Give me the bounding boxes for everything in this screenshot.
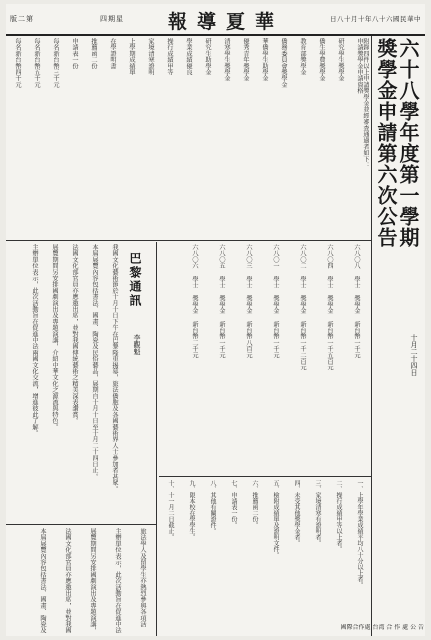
- notice-column: 每名新台幣四千元: [14, 38, 21, 88]
- divider-bottom: [156, 242, 157, 636]
- headline-line-1: 六十八學年度第一學期: [396, 38, 420, 248]
- article-paragraph: 旅法學人及留學生亦熱烈參與各項活: [139, 528, 146, 628]
- notice-column: 華僑學生助學金: [261, 38, 268, 82]
- requirement-item: 九、限本校在學學生。: [188, 480, 195, 540]
- table-row: 六八〇六 學士 獎學金 新台幣二千元: [191, 244, 198, 358]
- notice-column: 申請獎學金申請資格: [356, 38, 363, 94]
- notice-column: 學業成績優良: [185, 38, 192, 76]
- notice-column: 清寒學生獎學金: [223, 38, 230, 82]
- article-paragraph: 展覽期間另安排國劇演出及專題演講，介紹中華文化之源流與特色。: [51, 244, 58, 430]
- table-row: 六八〇二 學士 獎學金 新台幣一千二百元: [299, 244, 306, 371]
- article-paragraph: 本屆展覽內容包括書法、國畫、陶瓷及民俗藝品，展期自十月十日至十月二十四日止。: [91, 244, 98, 480]
- notice-column: 優秀青年獎學金: [242, 38, 249, 82]
- right-notice-strip: 十月二十四日: [410, 334, 418, 376]
- issue-date: 日八十月十年八十六國民華中: [330, 15, 421, 23]
- table-row: 六八〇三 學士 獎學金 新台幣八百元: [245, 244, 252, 358]
- notice-column: 僑務委員會獎學金: [280, 38, 287, 88]
- paris-article: [8, 244, 124, 522]
- notice-column: 家境清寒證明: [147, 38, 154, 76]
- requirement-item: 五、檢附成績單及證明文件。: [272, 480, 279, 558]
- divider-upper: [6, 240, 371, 241]
- article-paragraph: 本屆展覽內容包括書法、國畫、陶瓷及: [39, 528, 46, 634]
- article-paragraph: 法國文化部官員亦應邀出席，並對我國傳統藝術之精美深表讚賞。: [71, 244, 78, 424]
- requirement-item: 二、操行成績甲等以上者。: [335, 480, 342, 552]
- notice-column: 上學期成績單: [128, 38, 135, 76]
- requirement-item: 六、推薦函二份。: [251, 480, 258, 528]
- divider-table: [159, 476, 371, 477]
- paris-article-continued: [8, 528, 154, 634]
- notice-column: 在學證明書: [109, 38, 116, 69]
- table-row: 六八〇五 學士 獎學金 新台幣一千元: [218, 244, 225, 358]
- requirements-list: [159, 480, 369, 620]
- notice-column: 僑生學費獎學金: [318, 38, 325, 82]
- newspaper-page: [6, 4, 425, 636]
- article-paragraph: 展覽期間另安排國劇演出及專題演講，: [89, 528, 96, 634]
- notice-column: 研究生助學金: [204, 38, 211, 76]
- page-label: 版二第: [10, 15, 34, 23]
- masthead: [6, 4, 425, 36]
- article-paragraph: 我國文化藝術節於十月十日下午在巴黎隆重揭幕，旅法僑胞及各國藝術界人士參加者甚眾。: [111, 244, 118, 492]
- requirement-item: 四、未受其他獎學金者。: [293, 480, 300, 546]
- divider-headline: [371, 36, 372, 636]
- requirement-item: 一、上學年學業成績平均八十分以上者。: [356, 480, 363, 588]
- notice-column: 每名新台幣五千元: [33, 38, 40, 88]
- notice-footer: 國際合作處 台湾 合 作 處 公 告: [340, 624, 424, 631]
- box-title: 巴黎通訊: [128, 252, 142, 308]
- table-row: 六八〇一 學士 獎學金 新台幣一千元: [272, 244, 279, 358]
- box-author: 李觀魁: [133, 334, 141, 355]
- notice-column: 每名新台幣三千元: [52, 38, 59, 88]
- notice-column: 操行成績甲等: [166, 38, 173, 76]
- upper-notice-columns: [8, 38, 368, 238]
- notice-column: 推薦函二份: [90, 38, 97, 69]
- notice-headline: [375, 38, 419, 328]
- table-row: 六八〇八 學士 獎學金 新台幣一千元: [353, 244, 360, 358]
- issue-weekday: 四期星: [100, 15, 124, 23]
- newspaper-title: 報導夏華: [168, 11, 285, 33]
- headline-line-2: 獎學金申請第六次公告: [374, 38, 398, 248]
- divider-box-bottom: [6, 524, 156, 525]
- requirement-item: 三、家境清寒有證明者。: [314, 480, 321, 546]
- requirement-item: 十、十一月二日截止。: [167, 480, 174, 540]
- requirement-item: 七、申請表一份。: [230, 480, 237, 528]
- scholarship-table: [159, 244, 369, 474]
- notice-intro: 附錄四件以上申請獎學金並經審查通過者如下：: [362, 38, 369, 169]
- article-paragraph: 主辦單位表示，此次活動旨在促進中法兩國文化交流，增進彼此了解。: [31, 244, 38, 437]
- article-paragraph: 法國文化部官員亦應邀出席，並對我國: [64, 528, 71, 634]
- table-row: 六八〇四 學士 獎學金 新台幣一千五百元: [326, 244, 333, 371]
- requirement-item: 八、其他有關證件。: [209, 480, 216, 534]
- notice-column: 教育部獎學金: [299, 38, 306, 76]
- notice-column: 申請表一份: [71, 38, 78, 69]
- article-paragraph: 主辦單位表示，此次活動旨在促進中法: [114, 528, 121, 634]
- notice-column: 研究學生獎學金: [337, 38, 344, 82]
